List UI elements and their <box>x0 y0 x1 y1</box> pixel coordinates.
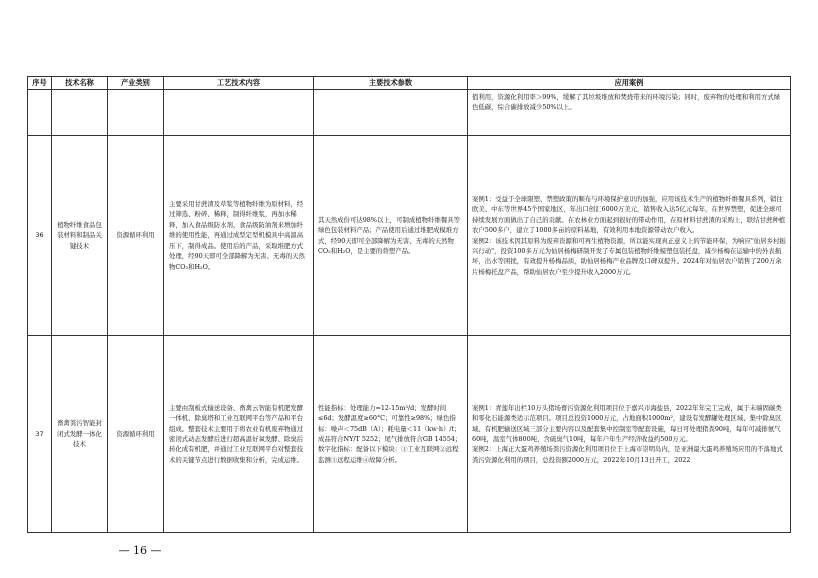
table-row <box>28 336 791 533</box>
continuation-application-cell <box>468 90 791 136</box>
header-process: 工艺技术内容 <box>164 77 314 90</box>
technology-catalog-table <box>27 76 791 533</box>
tech-name: 植物纤维食品包装材料和制品关键技术 <box>52 136 108 336</box>
table-header-row <box>28 77 791 90</box>
header-category: 产业类别 <box>108 77 164 90</box>
application-cases-text: 案例1：受益于全球限塑、禁塑政策的顺布与环境保护意识的加强，应用该技术生产的植物纤维餐具系列，销往欧美、中东等世界45个国家地区，年出口创汇6000万美元，销售收入达5亿元每年，在世界禁塑，促进全球可持续发展方面做出了自己的贡献。在农林业方面起到很好的带动作用，在原材料甘蔗渣的采购上，联结甘蔗种植农户500多户，建立了1000多亩的原料基地，有效利用本地资源带动农户收入。 案例2：该技术因其原料为废弃资源和可再生植物资源，所以能实现真正意义上的节能环保，为响应"仙居乡村振兴行动"，投资100多万元为仙居杨梅研制开发了专属包装植物纤维模塑包装托盘，减少杨梅在运输中的外表损坏，出水等困扰，有效提升杨梅品质，助仙居杨梅产业品牌及口碑双提升。2024年对仙居农户销售了200万余片杨梅托盘产品，帮助仙居农户至少提升收入2000万元。 <box>472 194 786 276</box>
row-number: 36 <box>28 136 52 336</box>
process-content: 主要采用甘蔗渣及草浆等植物纤维为原材料，经过筛选、粉碎、稀释，制得纤维浆，再加水稀释，加入食品级防水剂、食品级防油剂来增加纤维的使用性能，再通过成型定型机模具中高温高压下，制得成品。使用后的产品，采取堆肥方式处理，经90天即可全部降解为无害、无毒的天然物CO₂和H₂O。 <box>164 136 314 336</box>
application-cases <box>468 136 791 336</box>
table-row-continuation <box>28 90 791 136</box>
header-application: 应用案例 <box>468 77 791 90</box>
tech-params: 性能指标：处理能力=12-15m³/d；发酵时间≤6d；发酵温度≥60°C；可靠性≥98%；绿色指标：噪声＜75dB（A）；耗电量＜11（kw·h）/t；成品符合NY/T 5252；尾气排放符合GB 14554；数字化指标：配备以下模块：①工业互联网②远程监测③远程运维④故障分析。 <box>314 336 468 533</box>
header-tech-name: 技术名称 <box>52 77 108 90</box>
industry-category: 资源循环利用 <box>108 136 164 336</box>
industry-category: 资源循环利用 <box>108 336 164 533</box>
application-cases-text: 案例1：青莲年出栏10万头猪场畜污资源化利用项目位于嘉兴市海盐县，2022年年完工完成，属于末端固碳类和零化石能源类适示范项目。项目总投资1000万元，占地面积1000m²，建设有发酵罐处理区域、集中除臭区域、有机肥输送区域三部分主要内容以及配套集中控制室等配套设施，每日可处理猪粪90吨，每年可减排氨气60吨，温室气体800吨，含硫臭气10吨，每年户年生产经济收益约500万元。 案例2：上海正大蛋鸡养殖场粪污资源化利用项目位于上海市崇明岛内，是亚洲最大蛋鸡养殖场应用的不落地式粪污资源化利用的项目，总投资额2000万元，2022年10月13日开工，2022 <box>472 403 783 464</box>
continuation-application-text: 值利用，资源化利用率＞99%，缓解了其垃圾堆放和焚烧带来的环境污染；同时，废弃物的处理和利用方式绿色低碳，综合碳排放减少50%以上。 <box>472 93 781 112</box>
header-params: 主要技术参数 <box>314 77 468 90</box>
tech-params: 其天然成份可达98%以上，可制成植物纤维餐具等绿色包装材料产品；产品使用后通过堆肥成模堆方式，经90天即可全部降解为无害、无毒的天然物CO₂和H₂O，是主要的替塑产品。 <box>314 136 468 336</box>
row-number: 37 <box>28 336 52 533</box>
process-content: 主要由刮板式输送设备、畜禽云智能有机肥发酵一体机、除臭塔和工业互联网平台等产品和平台组成。整套技术主要用于将农业有机废弃物通过密闭式动态发酵后进行超高温好氧发酵、除臭后转化成有机肥，并通过工业互联网平台对整套技术的关键节点进行数据收集和分析，完成运维。 <box>164 336 314 533</box>
page-number: — 16 — <box>118 544 162 557</box>
header-number: 序号 <box>28 77 52 90</box>
tech-name: 畜禽粪污智能封闭式发酵一体化技术 <box>52 336 108 533</box>
application-cases <box>468 336 791 533</box>
table-row <box>28 136 791 336</box>
